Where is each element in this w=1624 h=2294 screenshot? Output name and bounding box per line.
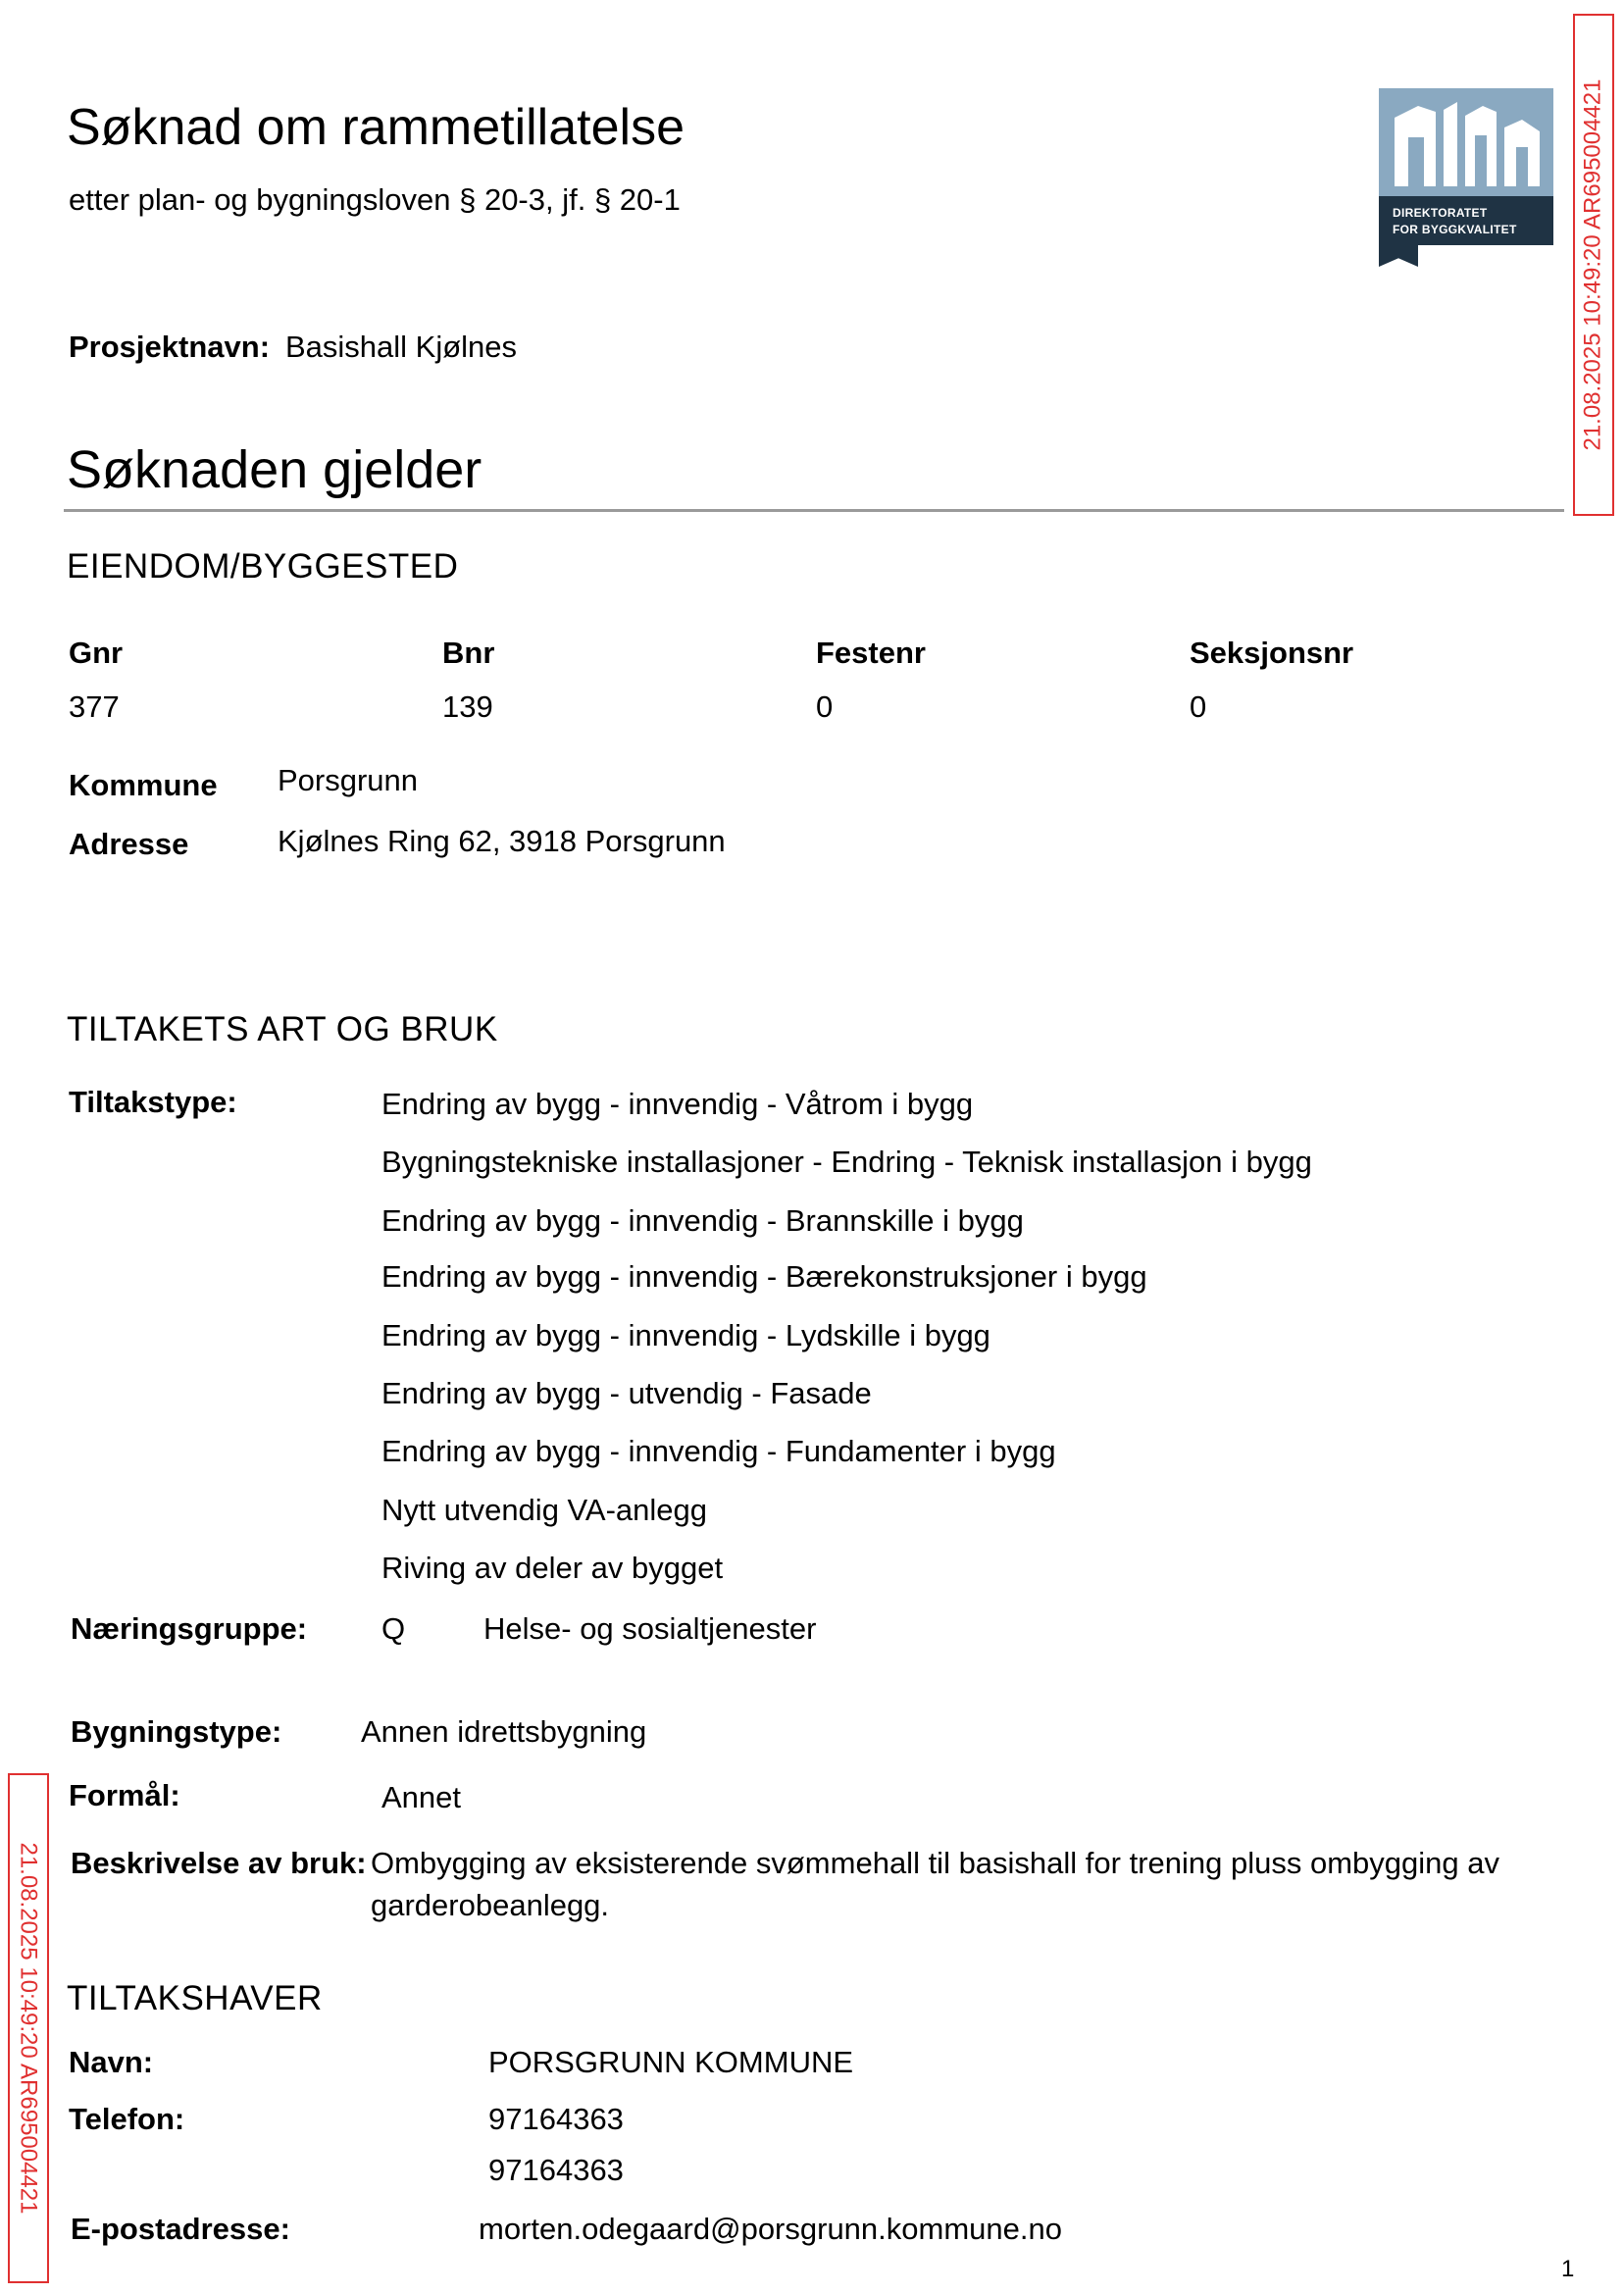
epost-label: E-postadresse: [71, 2212, 290, 2246]
section-title: Søknaden gjelder [67, 440, 482, 499]
document-title: Søknad om rammetillatelse [67, 99, 685, 156]
formal-label: Formål: [69, 1778, 180, 1812]
festenr-value: 0 [816, 689, 834, 724]
measure-heading: TILTAKETS ART OG BRUK [67, 1010, 498, 1048]
logo-building-icon [1379, 88, 1553, 196]
property-heading: EIENDOM/BYGGESTED [67, 547, 459, 586]
beskrivelse-value-line2: garderobeanlegg. [371, 1888, 610, 1922]
tiltakstype-item: Endring av bygg - innvendig - Våtrom i bygg [381, 1087, 974, 1121]
timestamp-stamp-top [1573, 14, 1614, 516]
formal-value: Annet [381, 1780, 462, 1814]
naeringsgruppe-label: Næringsgruppe: [71, 1611, 308, 1646]
festenr-label: Festenr [816, 636, 926, 670]
stamp-text: 21.08.2025 10:49:20 AR695004421 [16, 1842, 42, 2215]
tiltakstype-item: Endring av bygg - innvendig - Lydskille i bygg [381, 1318, 990, 1352]
tiltakstype-label: Tiltakstype: [69, 1085, 237, 1119]
beskrivelse-value-line1: Ombygging av eksisterende svømmehall til basishall for trening pluss ombygging av [371, 1846, 1499, 1880]
bygningstype-label: Bygningstype: [71, 1714, 282, 1749]
navn-label: Navn: [69, 2045, 154, 2079]
section-divider [64, 509, 1564, 512]
adresse-label: Adresse [69, 827, 189, 861]
logo-text-band [1379, 196, 1553, 245]
project-name-label: Prosjektnavn: [69, 330, 271, 364]
seksjonsnr-value: 0 [1190, 689, 1207, 724]
tiltakstype-item: Endring av bygg - utvendig - Fasade [381, 1376, 872, 1410]
tiltakstype-item: Bygningstekniske installasjoner - Endring - Teknisk installasjon i bygg [381, 1145, 1312, 1179]
tiltakstype-item: Riving av deler av bygget [381, 1551, 724, 1585]
tiltakstype-item: Endring av bygg - innvendig - Brannskille i bygg [381, 1203, 1024, 1238]
logo-line2: FOR BYGGKVALITET [1393, 223, 1517, 236]
kommune-label: Kommune [69, 768, 218, 802]
logo-ribbon [1379, 245, 1418, 267]
epost-value: morten.odegaard@porsgrunn.kommune.no [479, 2212, 1062, 2246]
page-number: 1 [1561, 2256, 1575, 2282]
tiltakstype-item: Nytt utvendig VA-anlegg [381, 1493, 708, 1527]
naeringsgruppe-code: Q [381, 1611, 406, 1646]
gnr-value: 377 [69, 689, 120, 724]
telefon-value-1: 97164363 [488, 2102, 624, 2136]
tiltakstype-item: Endring av bygg - innvendig - Fundamenter i bygg [381, 1434, 1056, 1468]
navn-value: PORSGRUNN KOMMUNE [488, 2045, 854, 2079]
gnr-label: Gnr [69, 636, 124, 670]
owner-heading: TILTAKSHAVER [67, 1979, 323, 2017]
logo-line1: DIREKTORATET [1393, 206, 1488, 220]
bygningstype-value: Annen idrettsbygning [361, 1714, 647, 1749]
project-name-value: Basishall Kjølnes [285, 330, 518, 364]
bnr-label: Bnr [442, 636, 495, 670]
telefon-value-2: 97164363 [488, 2153, 624, 2187]
dibk-logo [1379, 88, 1553, 267]
seksjonsnr-label: Seksjonsnr [1190, 636, 1354, 670]
stamp-text: 21.08.2025 10:49:20 AR695004421 [1580, 78, 1606, 451]
document-subtitle: etter plan- og bygningsloven § 20-3, jf. § 20-1 [69, 182, 681, 217]
adresse-value: Kjølnes Ring 62, 3918 Porsgrunn [278, 824, 726, 858]
beskrivelse-label: Beskrivelse av bruk: [71, 1846, 367, 1880]
kommune-value: Porsgrunn [278, 763, 419, 797]
bnr-value: 139 [442, 689, 493, 724]
timestamp-stamp-left [8, 1773, 49, 2283]
naeringsgruppe-name: Helse- og sosialtjenester [483, 1611, 817, 1646]
tiltakstype-item: Endring av bygg - innvendig - Bærekonstruksjoner i bygg [381, 1259, 1147, 1294]
telefon-label: Telefon: [69, 2102, 185, 2136]
